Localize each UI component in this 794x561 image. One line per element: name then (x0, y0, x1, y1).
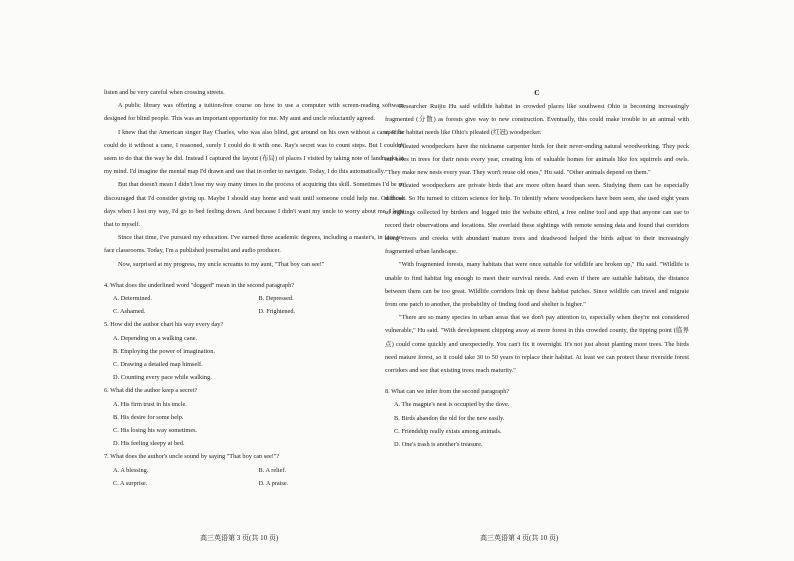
paragraph: Pileated woodpeckers have the nickname carpenter birds for their never-ending natural woodworking. They peck out holes in trees for their nests every year, creating lots of valuable homes for animals like fox squirrels and owls. "They make new nests every year. They won't reuse old ones," Hu said. "Other animals depend on them." (385, 142, 689, 177)
option: B. Employing the power of imagination. (113, 347, 215, 355)
question-6: 6. What did the author keep a secret? (104, 387, 198, 395)
option: C. A surprise. (113, 479, 148, 487)
left-column (104, 86, 404, 490)
paragraph: But that doesn't mean I didn't lose my way many times in the process of acquiring this skill. Sometimes I'd be so discouraged that I'd consider giving up. Maybe I should stay home and wait until someone could help me. On those days when I lost my way, I'd go to bed feeling down. And because I didn't want my uncle to worry about me, I kept that to myself. (104, 181, 404, 229)
option: C. Friendship really exists among animals. (394, 427, 502, 435)
option: A. A blessing. (113, 466, 149, 474)
question-4: 4. What does the underlined word "dogged" mean in the second paragraph? (104, 281, 295, 289)
option: A. His firm trust in his uncle. (113, 400, 187, 408)
option: A. Depending on a walking cane. (113, 334, 198, 342)
option: D. A praise. (258, 479, 289, 487)
page-footer: 高三英语第 4 页(共 10 页) (480, 534, 559, 542)
option: B. A relief. (258, 466, 287, 474)
section-heading: C (534, 88, 540, 97)
option: D. Frightened. (258, 308, 296, 316)
paragraph: "With fragmented forests, many habitats that were once suitable for wildlife are broken up," Hu said. "Wildlife is unable to find habitat big enough to meet their survival needs. And even if there are suitable habitats, the distance between them can be too great. Wildlife corridors link up these habitat patches. Since wildlife can travel and migrate from one patch to another, the probability of finding food and shelter is higher." (385, 261, 689, 309)
paragraph: "There are so many species in urban areas that we don't pay attention to, especially when they're not considered vulnerable," Hu said. "With development chipping away at more forest in this crowded county, the tipping point (临界点) could come quickly and unexpectedly. You can't fix it overnight. It's not just about planting more trees. The birds need mature forest, so it could take 30 to 50 years to replace their habitat. At least we can protect these riverside forest corridors and see that existing trees reach maturity." (385, 314, 689, 375)
option: B. His desire for some help. (113, 413, 184, 421)
right-column (385, 86, 689, 451)
option: B. Birds abandon the old for the new easily. (394, 414, 505, 422)
paragraph: Pileated woodpeckers are private birds that are more often heard than seen. Studying them can be especially difficult. So Hu turned to citizen science for help. To identify where woodpeckers have been seen, she used eight years of sightings collected by birders and logged into the website eBird, a free online tool and app that anyone can use to record their observations and locations. She overlaid these sightings with remote sensing data and found that corridors along rivers and creeks with abundant mature trees and deadwood helped the birds adjust to their increasingly fragmented urban landscape. (385, 182, 689, 256)
option: C. His losing his way sometimes. (113, 427, 198, 435)
paragraph: I knew that the American singer Ray Charles, who was also blind, got around on his own without a cane. If he could do it without a cane, I reasoned, surely I could do it with one. Ray's secret was to count steps. But I couldn't seem to do that the way he did. Instead I captured the layout (布局) of places I visited by taking note of landmarks in my mind. I'd imagine the mental map I'd drawn and use that in order to navigate. Today, I do this automatically. (104, 128, 404, 176)
option: D. One's trash is another's treasure. (394, 441, 483, 449)
option: C. Ashamed. (113, 308, 146, 316)
paragraph: Since that time, I've pursued my education. I've earned three academic degrees, including a master's, in face-to-face classrooms. Today, I'm a published journalist and audio producer. (104, 234, 404, 255)
option: D. Counting every pace while walking. (113, 374, 212, 382)
paragraph: A public library was offering a tuition-free course on how to use a computer with screen-reading software designed for blind people. This was an important opportunity for me. My aunt and uncle reluctantly agreed. (104, 102, 404, 123)
paragraph: listen and be very careful when crossing streets. (104, 89, 225, 96)
question-5: 5. How did the author chart his way every day? (104, 321, 224, 329)
question-7: 7. What does the author's uncle sound by saying "That boy can see!"? (104, 453, 280, 461)
option: A. Determined. (113, 295, 152, 303)
option: C. Drawing a detailed map himself. (113, 361, 203, 369)
paragraph: Now, surprised at my progress, my uncle screams to my aunt, "That boy can see!" (118, 260, 325, 268)
option: A. The magpie's nest is occupied by the dove. (394, 401, 510, 409)
paragraph: Researcher Ruijiu Hu said wildlife habitat in crowded places like southwest Ohio is becoming increasingly fragmented (分散) as forests give way to new construction. Eventually, this could make trouble to an animal with specific habitat needs like Ohio's pileated (红冠) woodpecker. (385, 103, 689, 137)
question-8: 8. What can we infer from the second paragraph? (385, 388, 510, 396)
option: D. His feeling sleepy at bed. (113, 440, 185, 448)
page-footer: 高三英语第 3 页(共 10 页) (200, 534, 279, 542)
option: B. Depressed. (258, 295, 294, 303)
